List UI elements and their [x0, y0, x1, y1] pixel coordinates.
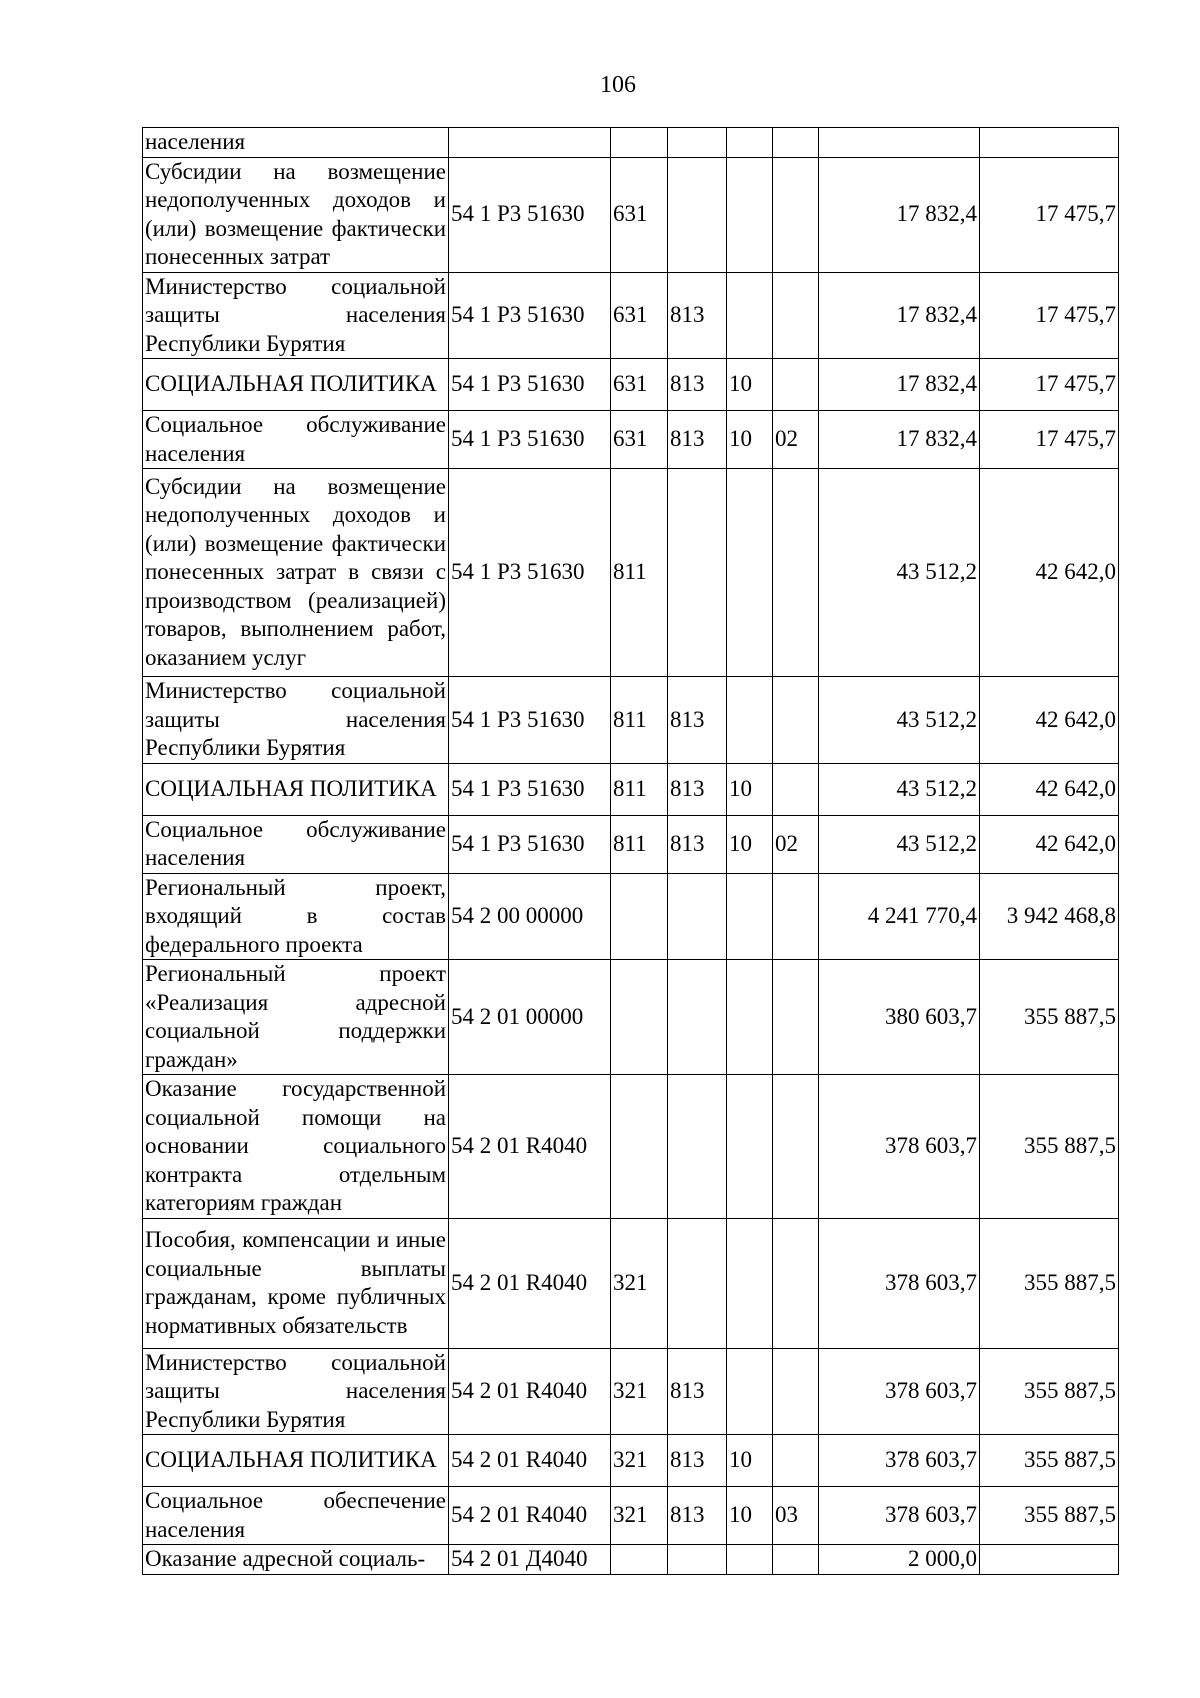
target-article-code: 54 2 01 R4040	[449, 1435, 611, 1487]
amount-year-1: 43 512,2	[819, 469, 980, 677]
department-code: 813	[668, 815, 727, 873]
row-name: Социальное обеспечение населения	[143, 1487, 449, 1545]
section-code	[727, 960, 773, 1075]
subsection-code	[773, 960, 819, 1075]
row-name: СОЦИАЛЬНАЯ ПОЛИТИКА	[143, 763, 449, 815]
expense-type-code: 321	[611, 1348, 668, 1435]
amount-year-2: 42 642,0	[980, 815, 1119, 873]
section-code: 10	[727, 411, 773, 469]
row-name: Региональный проект, входящий в состав федерального проекта	[143, 873, 449, 960]
subsection-code	[773, 1348, 819, 1435]
department-code	[668, 1075, 727, 1219]
table-row	[143, 1435, 1119, 1487]
target-article-code: 54 2 01 R4040	[449, 1218, 611, 1348]
target-article-code: 54 1 Р3 51630	[449, 411, 611, 469]
target-article-code	[449, 128, 611, 158]
table-row	[143, 1545, 1119, 1575]
amount-year-1: 43 512,2	[819, 763, 980, 815]
amount-year-2: 355 887,5	[980, 1075, 1119, 1219]
expense-type-code: 631	[611, 157, 668, 272]
department-code: 813	[668, 1435, 727, 1487]
amount-year-2: 355 887,5	[980, 1218, 1119, 1348]
department-code: 813	[668, 763, 727, 815]
subsection-code	[773, 272, 819, 359]
table-row	[143, 1218, 1119, 1348]
subsection-code	[773, 128, 819, 158]
amount-year-2	[980, 1545, 1119, 1575]
amount-year-2: 42 642,0	[980, 763, 1119, 815]
subsection-code	[773, 469, 819, 677]
table-row	[143, 960, 1119, 1075]
section-code	[727, 272, 773, 359]
amount-year-2: 17 475,7	[980, 411, 1119, 469]
section-code: 10	[727, 815, 773, 873]
table-row	[143, 411, 1119, 469]
department-code	[668, 1218, 727, 1348]
row-name: Министерство социальной защиты населения Республики Бурятия	[143, 677, 449, 764]
table-row	[143, 157, 1119, 272]
amount-year-1: 378 603,7	[819, 1435, 980, 1487]
amount-year-1: 378 603,7	[819, 1218, 980, 1348]
row-name: Пособия, компенсации и иные социальные выплаты гражданам, кроме публичных нормативных обязательств	[143, 1218, 449, 1348]
expense-type-code: 811	[611, 677, 668, 764]
section-code: 10	[727, 1487, 773, 1545]
department-code	[668, 1545, 727, 1575]
row-name: населения	[143, 128, 449, 158]
department-code	[668, 873, 727, 960]
subsection-code	[773, 763, 819, 815]
section-code	[727, 1545, 773, 1575]
amount-year-2: 17 475,7	[980, 359, 1119, 411]
department-code: 813	[668, 359, 727, 411]
expense-type-code	[611, 128, 668, 158]
target-article-code: 54 1 Р3 51630	[449, 763, 611, 815]
amount-year-1: 17 832,4	[819, 411, 980, 469]
section-code	[727, 1075, 773, 1219]
table-row	[143, 1348, 1119, 1435]
expense-type-code: 631	[611, 411, 668, 469]
target-article-code: 54 2 01 R4040	[449, 1348, 611, 1435]
table-row	[143, 815, 1119, 873]
expense-type-code	[611, 960, 668, 1075]
amount-year-1: 17 832,4	[819, 272, 980, 359]
target-article-code: 54 1 Р3 51630	[449, 815, 611, 873]
section-code	[727, 873, 773, 960]
amount-year-1	[819, 128, 980, 158]
subsection-code	[773, 157, 819, 272]
subsection-code	[773, 1545, 819, 1575]
row-name: Оказание государственной социальной помощи на основании социального контракта отдельным категориям граждан	[143, 1075, 449, 1219]
target-article-code: 54 2 01 R4040	[449, 1075, 611, 1219]
amount-year-1: 380 603,7	[819, 960, 980, 1075]
table-row	[143, 763, 1119, 815]
row-name: Оказание адресной социаль-	[143, 1545, 449, 1575]
expense-type-code	[611, 1075, 668, 1219]
department-code	[668, 128, 727, 158]
target-article-code: 54 2 01 Д4040	[449, 1545, 611, 1575]
amount-year-1: 378 603,7	[819, 1348, 980, 1435]
table-row	[143, 128, 1119, 158]
subsection-code: 02	[773, 411, 819, 469]
section-code	[727, 1348, 773, 1435]
amount-year-1: 378 603,7	[819, 1487, 980, 1545]
department-code	[668, 960, 727, 1075]
section-code	[727, 157, 773, 272]
subsection-code	[773, 873, 819, 960]
expense-type-code: 321	[611, 1218, 668, 1348]
row-name: Субсидии на возмещение недополученных доходов и (или) возмещение фактически понесенных затрат	[143, 157, 449, 272]
expense-type-code: 631	[611, 272, 668, 359]
subsection-code	[773, 1075, 819, 1219]
target-article-code: 54 2 00 00000	[449, 873, 611, 960]
expense-type-code: 321	[611, 1435, 668, 1487]
amount-year-2: 355 887,5	[980, 1348, 1119, 1435]
amount-year-2: 355 887,5	[980, 1435, 1119, 1487]
amount-year-2	[980, 128, 1119, 158]
expense-type-code: 631	[611, 359, 668, 411]
section-code	[727, 469, 773, 677]
expense-type-code: 321	[611, 1487, 668, 1545]
row-name: Социальное обслуживание населения	[143, 815, 449, 873]
amount-year-1: 2 000,0	[819, 1545, 980, 1575]
department-code: 813	[668, 677, 727, 764]
page-number: 106	[600, 72, 636, 98]
amount-year-2: 3 942 468,8	[980, 873, 1119, 960]
row-name: Министерство социальной защиты населения Республики Бурятия	[143, 1348, 449, 1435]
subsection-code	[773, 677, 819, 764]
section-code	[727, 128, 773, 158]
target-article-code: 54 2 01 00000	[449, 960, 611, 1075]
department-code: 813	[668, 272, 727, 359]
target-article-code: 54 1 Р3 51630	[449, 469, 611, 677]
amount-year-1: 43 512,2	[819, 815, 980, 873]
amount-year-1: 17 832,4	[819, 359, 980, 411]
amount-year-1: 17 832,4	[819, 157, 980, 272]
expense-type-code	[611, 1545, 668, 1575]
target-article-code: 54 1 Р3 51630	[449, 359, 611, 411]
target-article-code: 54 1 Р3 51630	[449, 272, 611, 359]
amount-year-2: 17 475,7	[980, 272, 1119, 359]
table-row	[143, 677, 1119, 764]
department-code	[668, 469, 727, 677]
table-row	[143, 873, 1119, 960]
department-code: 813	[668, 1487, 727, 1545]
expense-type-code: 811	[611, 469, 668, 677]
table-row	[143, 272, 1119, 359]
target-article-code: 54 1 Р3 51630	[449, 157, 611, 272]
row-name: СОЦИАЛЬНАЯ ПОЛИТИКА	[143, 359, 449, 411]
subsection-code: 02	[773, 815, 819, 873]
row-name: Министерство социальной защиты населения Республики Бурятия	[143, 272, 449, 359]
department-code: 813	[668, 411, 727, 469]
amount-year-2: 17 475,7	[980, 157, 1119, 272]
expense-type-code: 811	[611, 763, 668, 815]
budget-table	[142, 127, 1119, 1575]
amount-year-1: 4 241 770,4	[819, 873, 980, 960]
department-code: 813	[668, 1348, 727, 1435]
amount-year-2: 42 642,0	[980, 469, 1119, 677]
table-row	[143, 1487, 1119, 1545]
row-name: Социальное обслуживание населения	[143, 411, 449, 469]
table-row	[143, 1075, 1119, 1219]
subsection-code	[773, 359, 819, 411]
target-article-code: 54 1 Р3 51630	[449, 677, 611, 764]
section-code	[727, 1218, 773, 1348]
row-name: Региональный проект «Реализация адресной социальной поддержки граждан»	[143, 960, 449, 1075]
section-code: 10	[727, 763, 773, 815]
expense-type-code: 811	[611, 815, 668, 873]
subsection-code	[773, 1218, 819, 1348]
section-code	[727, 677, 773, 764]
expense-type-code	[611, 873, 668, 960]
subsection-code	[773, 1435, 819, 1487]
target-article-code: 54 2 01 R4040	[449, 1487, 611, 1545]
amount-year-2: 42 642,0	[980, 677, 1119, 764]
amount-year-2: 355 887,5	[980, 960, 1119, 1075]
department-code	[668, 157, 727, 272]
amount-year-2: 355 887,5	[980, 1487, 1119, 1545]
row-name: СОЦИАЛЬНАЯ ПОЛИТИКА	[143, 1435, 449, 1487]
subsection-code: 03	[773, 1487, 819, 1545]
row-name: Субсидии на возмещение недополученных доходов и (или) возмещение фактически понесенных затрат в связи с производством (реализацией) товаров, выполнением работ, оказанием услуг	[143, 469, 449, 677]
amount-year-1: 43 512,2	[819, 677, 980, 764]
section-code: 10	[727, 359, 773, 411]
amount-year-1: 378 603,7	[819, 1075, 980, 1219]
table-row	[143, 359, 1119, 411]
table-row	[143, 469, 1119, 677]
section-code: 10	[727, 1435, 773, 1487]
